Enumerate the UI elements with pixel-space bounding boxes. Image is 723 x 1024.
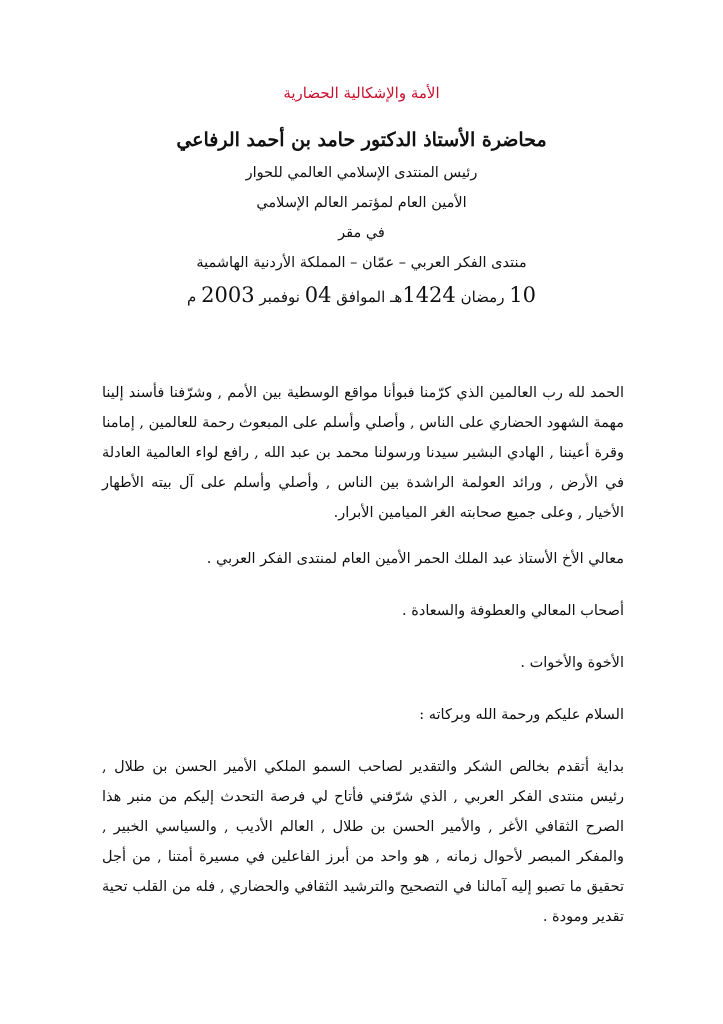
document-body [102, 378, 624, 932]
lecture-date [0, 280, 723, 312]
date-gregorian-suffix: م [187, 288, 197, 306]
date-month-gregorian: نوفمبر [259, 288, 300, 306]
series-title: الأمة والإشكالية الحضارية [283, 84, 440, 102]
date-day-gregorian: 04 [304, 283, 332, 307]
lecture-title: محاضرة الأستاذ الدكتور حامد بن أحمد الرفاعي [176, 129, 547, 151]
thanks-paragraph: بداية أتقدم بخالص الشكر والتقدير لصاحب السمو الملكي الأمير الحسن بن طلال , رئيس منتدى الفكر العربي , الذي شرّفني فأتاح لي فرصة التحدث إليكم من منبر هذا الصرح الثقافي الأغر , والأمير الحسن بن طلال , العالم الأديب , والسياسي الخبير , والمفكر المبصر لأحوال زمانه , هو واحد من أبرز الفاعلين في مسيرة أمتنا , من أجل تحقيق ما تصبو إليه آمالنا في التصحيح والترشيد الثقافي والحضاري , فله من القلب تحية تقدير ومودة . [102, 759, 624, 925]
greeting: السلام عليكم ورحمة الله وبركاته : [419, 707, 624, 723]
venue: منتدى الفكر العربي – عمّان – المملكة الأردنية الهاشمية [196, 255, 527, 271]
date-year-gregorian: 2003 [201, 283, 255, 307]
date-year-hijri: 1424 [402, 283, 456, 307]
venue-prefix: في مقر [338, 225, 385, 241]
speaker-position-2: الأمين العام لمؤتمر العالم الإسلامي [256, 195, 467, 211]
salutation-dignitaries: أصحاب المعالي والعطوفة والسعادة . [402, 603, 624, 619]
salutation-secretary-general: معالي الأخ الأستاذ عبد الملك الحمر الأمين العام لمنتدى الفكر العربي . [206, 551, 624, 567]
document-header [0, 82, 723, 312]
date-hijri-suffix: هـ الموافق [336, 288, 403, 306]
salutation-brothers-sisters: الأخوة والأخوات . [520, 655, 624, 671]
date-month-hijri: رمضان [460, 288, 505, 306]
date-day: 10 [509, 283, 536, 307]
speaker-position-1: رئيس المنتدى الإسلامي العالمي للحوار [245, 165, 478, 181]
opening-paragraph: الحمد لله رب العالمين الذي كرّمنا فبوأنا مواقع الوسطية بين الأمم , وشرّفنا فأسند إلينا مهمة الشهود الحضاري على الناس , وأصلي وأسلم على المبعوث رحمة للعالمين , إمامنا وقرة أعيننا , الهادي البشير سيدنا ورسولنا محمد بن عبد الله , رافع لواء العالمية العادلة في الأرض , ورائد العولمة الراشدة بين الناس , وأصلي وأسلم على آل بيته الأطهار الأخيار , وعلى جميع صحابته الغر الميامين الأبرار. [102, 385, 624, 521]
